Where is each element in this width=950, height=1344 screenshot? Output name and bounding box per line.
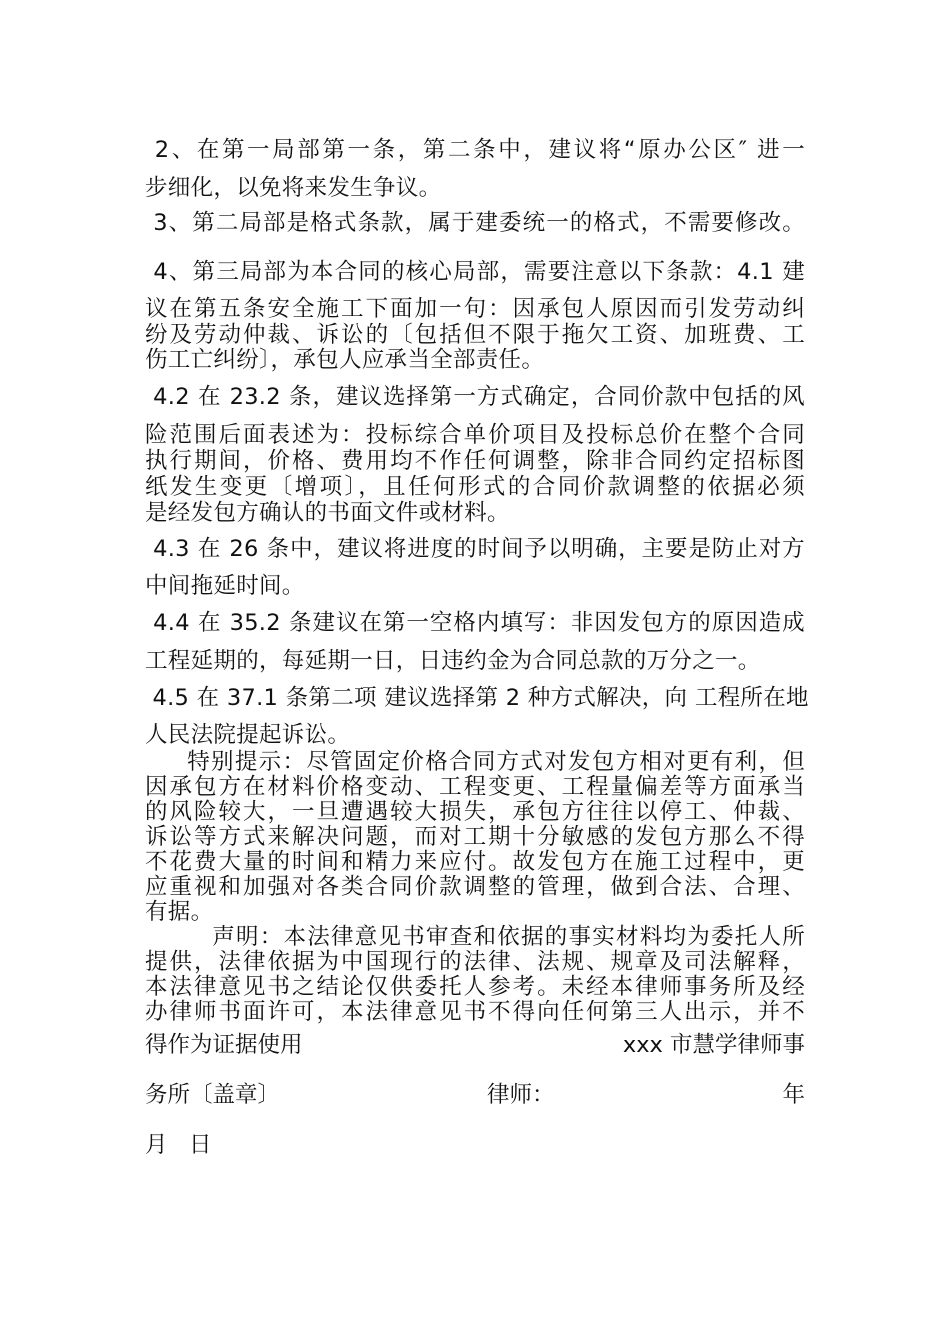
firm-seal-label: 务所〔盖章〕 [145, 1082, 281, 1108]
paragraph-line: 人民法院提起诉讼。 [145, 722, 351, 748]
paragraph-line: 险范围后面表述为：投标综合单价项目及投标总价在整个合同 [145, 422, 805, 448]
paragraph-line: 4、第三局部为本合同的核心局部，需要注意以下条款：4.1 建 [145, 259, 805, 285]
paragraph-line: 议在第五条安全施工下面加一句：因承包人原因而引发劳动纠 [145, 296, 805, 322]
paragraph-line: 是经发包方确认的书面文件或材料。 [145, 500, 510, 526]
paragraph-line: 的风险较大，一旦遭遇较大损失，承包方往往以停工、仲裁、 [145, 799, 805, 825]
paragraph-line: 诉讼等方式来解决问题，而对工期十分敏感的发包方那么不得 [145, 824, 805, 850]
paragraph-line: 办律师书面许可，本法律意见书不得向任何第三人出示，并不 [145, 999, 805, 1025]
month-day-label: 月 日 [145, 1132, 212, 1158]
paragraph-line: 应重视和加强对各类合同价款调整的管理，做到合法、合理、 [145, 874, 805, 900]
paragraph-line: 2、在第一局部第一条，第二条中，建议将“原办公区″ 进一 [145, 137, 805, 163]
paragraph-line: 有据。 [145, 899, 214, 925]
paragraph-line: 工程延期的，每延期一日，日违约金为合同总款的万分之一。 [145, 648, 761, 674]
paragraph-line: 4.3 在 26 条中，建议将进度的时间予以明确，主要是防止对方 [145, 536, 805, 562]
paragraph-line: 声明：本法律意见书审查和依据的事实材料均为委托人所 [145, 924, 805, 950]
paragraph-line: 执行期间，价格、费用均不作任何调整，除非合同约定招标图 [145, 448, 805, 474]
paragraph-line: 不花费大量的时间和精力来应付。故发包方在施工过程中，更 [145, 849, 805, 875]
paragraph-line: 因承包方在材料价格变动、工程变更、工程量偏差等方面承当 [145, 774, 805, 800]
paragraph-line: 4.5 在 37.1 条第二项 建议选择第 2 种方式解决，向 工程所在地 [145, 685, 809, 711]
paragraph-line: 提供，法律依据为中国现行的法律、法规、规章及司法解释， [145, 949, 805, 975]
evidence-text: 得作为证据使用 [145, 1032, 303, 1058]
paragraph-line: 伤工亡纠纷〕，承包人应承当全部责任。 [145, 347, 545, 373]
paragraph-line: 步细化，以免将来发生争议。 [145, 175, 442, 201]
paragraph-line: 中间拖延时间。 [145, 573, 305, 599]
paragraph-line: 4.2 在 23.2 条，建议选择第一方式确定，合同价款中包括的风 [145, 384, 805, 410]
paragraph-line: 纷及劳动仲裁、诉讼的〔包括但不限于拖欠工资、加班费、工 [145, 322, 805, 348]
paragraph-line: 纸发生变更〔增项〕，且任何形式的合同价款调整的依据必须 [145, 474, 805, 500]
year-label: 年 [782, 1082, 805, 1108]
lawyer-label: 律师： [487, 1082, 555, 1108]
paragraph-line: 3、第二局部是格式条款，属于建委统一的格式，不需要修改。 [145, 210, 805, 236]
law-firm-name: xxx 市慧学律师事 [622, 1032, 805, 1058]
paragraph-line: 4.4 在 35.2 条建议在第一空格内填写：非因发包方的原因造成 [145, 610, 805, 636]
paragraph-line: 本法律意见书之结论仅供委托人参考。未经本律师事务所及经 [145, 974, 805, 1000]
paragraph-line: 特别提示：尽管固定价格合同方式对发包方相对更有利，但 [145, 749, 805, 775]
